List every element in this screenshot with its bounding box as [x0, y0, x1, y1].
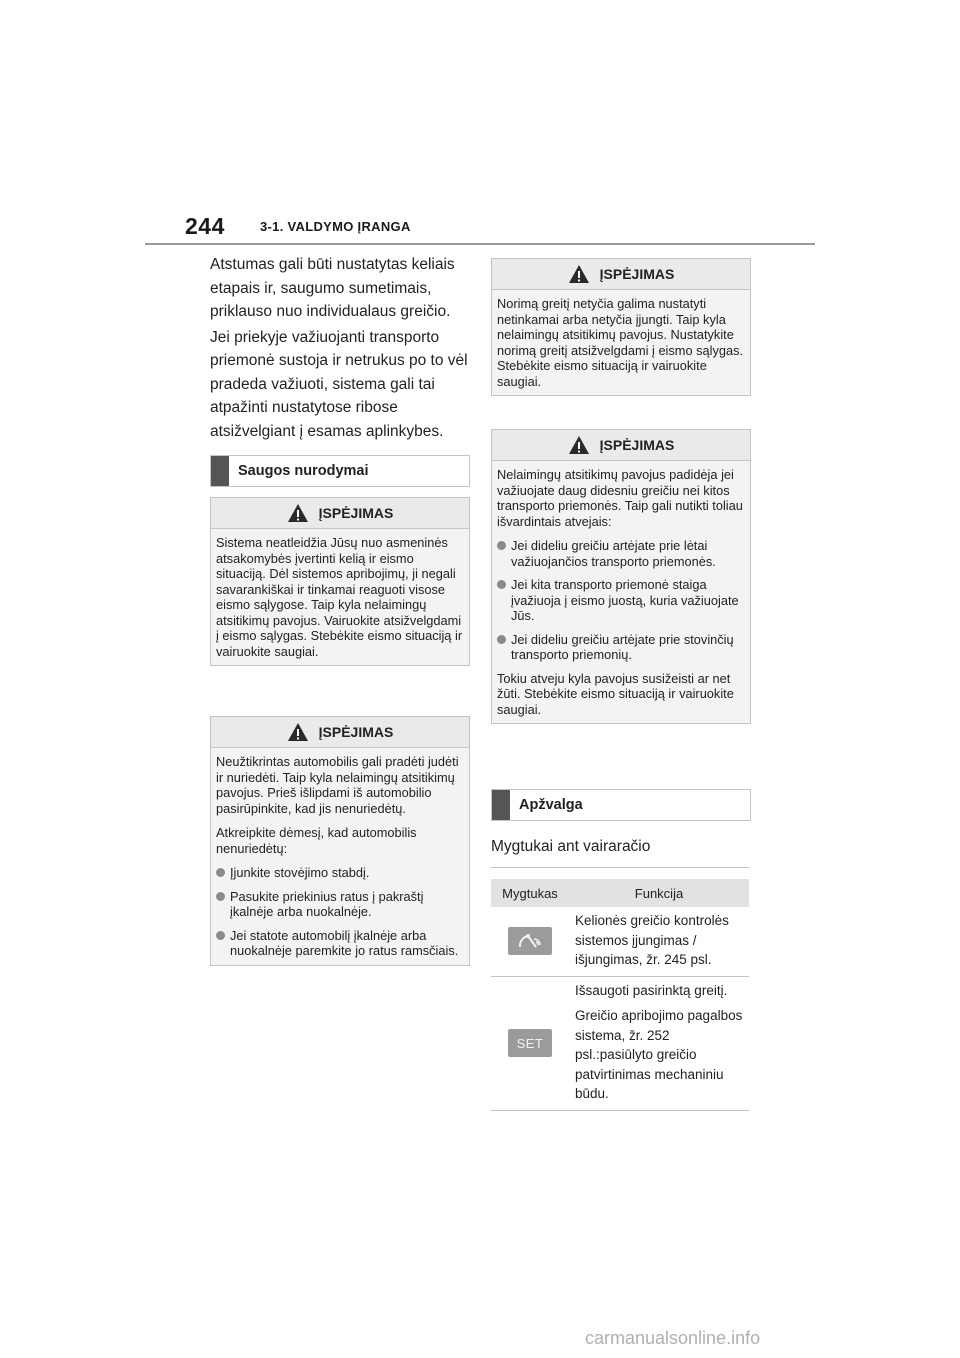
- page-number: 244: [185, 213, 225, 239]
- warning-body: [211, 748, 469, 965]
- warning-body: [492, 290, 750, 395]
- bullet-dot-icon: [497, 635, 506, 644]
- function-cell: [569, 976, 749, 1110]
- table-row: [491, 907, 749, 976]
- warning-text: Norimą greitį netyčia galima nustatyti netinkamai arba netyčia įjungti. Taip kyla nelaimingų atsitikimų pavojus. Nustatykite norimą greitį atsižvelgdami į eismo sąlygas. Stebėkite eismo situaciją ir vairuokite saugiai.: [497, 296, 744, 389]
- list-item: Pasukite priekinius ratus į pakraštį įkalnėje arba nuokalnėje.: [216, 889, 464, 920]
- bullet-dot-icon: [216, 931, 225, 940]
- list-item: Įjunkite stovėjimo stabdį.: [216, 865, 464, 881]
- heading-bar: [492, 790, 510, 820]
- column-header-button: Mygtukas: [491, 879, 569, 907]
- header-divider: [145, 243, 815, 245]
- set-button-icon: SET: [508, 1029, 552, 1057]
- function-text: Greičio apribojimo pagalbos sistema, žr. 252 psl.:pasiūlyto greičio patvirtinimas mechaniniu būdu.: [575, 1008, 743, 1101]
- button-cell: [491, 976, 569, 1110]
- warning-box-2: [210, 716, 470, 966]
- warning-header: [492, 259, 750, 290]
- warning-body: [211, 529, 469, 665]
- buttons-subheading: Mygtukai ant vairaračio: [491, 838, 749, 868]
- list-item: Jei statote automobilį įkalnėje arba nuokalnėje paremkite jo ratus ramsčiais.: [216, 928, 464, 959]
- overview-heading-label: Apžvalga: [519, 797, 583, 813]
- heading-bar: [211, 456, 229, 486]
- buttons-table: [491, 879, 749, 1111]
- warning-title: ĮSPĖJIMAS: [599, 437, 675, 453]
- function-text: Išsaugoti pasirinktą greitį.: [575, 982, 728, 998]
- warning-title: ĮSPĖJIMAS: [599, 266, 675, 282]
- cruise-control-icon: [508, 927, 552, 955]
- overview-heading: [491, 789, 751, 821]
- warning-text: Sistema neatleidžia Jūsų nuo asmeninės atsakomybės įvertinti kelią ir eismo situaciją. Dėl sistemos apribojimų, ji negali savarankiškai ir tinkamai reaguoti visose eismo sąlygose. Taip kyla nelaimingų atsitikimų pavojus. Vairuokite atsižvelgdami į eismo sąlygas. Stebėkite eismo situaciją ir vairuokite saugiai.: [216, 535, 463, 659]
- warning-body: [492, 461, 750, 723]
- bullet-dot-icon: [497, 580, 506, 589]
- warning-header: [211, 717, 469, 748]
- warning-triangle-icon: [287, 722, 309, 742]
- intro-text: [210, 253, 472, 445]
- warning-header: [492, 430, 750, 461]
- warning-header: [211, 498, 469, 529]
- list-item: Jei dideliu greičiu artėjate prie stovinčių transporto priemonių.: [497, 632, 745, 663]
- warning-box-3: [491, 258, 751, 396]
- warning-title: ĮSPĖJIMAS: [318, 505, 394, 521]
- warning-box-1: [210, 497, 470, 666]
- bullet-dot-icon: [497, 541, 506, 550]
- table-row: [491, 976, 749, 1110]
- warning-text: Nelaimingų atsitikimų pavojus padidėja jei važiuojate daug didesniu greičiu nei kitos transporto priemonės. Taip gali nutikti toliau išvardintais atvejais:: [497, 467, 743, 529]
- warning-triangle-icon: [287, 503, 309, 523]
- warning-text: Tokiu atveju kyla pavojus susižeisti ar net žūti. Stebėkite eismo situaciją ir vairuokite saugiai.: [497, 670, 734, 717]
- warning-triangle-icon: [568, 435, 590, 455]
- warning-title: ĮSPĖJIMAS: [318, 724, 394, 740]
- intro-paragraph-2: Jei priekyje važiuojanti transporto priemonė sustoja ir netrukus po to vėl pradeda važiuoti, sistema gali tai atpažinti nustatytose ribose atsižvelgiant į esamas aplinkybes.: [210, 328, 468, 440]
- intro-paragraph-1: Atstumas gali būti nustatytas keliais etapais ir, saugumo sumetimais, priklauso nuo individualaus greičio.: [210, 256, 455, 320]
- bullet-dot-icon: [216, 892, 225, 901]
- function-text: Kelionės greičio kontrolės sistemos įjungimas / išjungimas, žr. 245 psl.: [575, 913, 729, 967]
- function-cell: [569, 907, 749, 976]
- warning-text: Neužtikrintas automobilis gali pradėti judėti ir nuriedėti. Taip kyla nelaimingų atsitikimų pavojus. Prieš išlipdami iš automobilio pasirūpinkite, kad jis nenuriedėtų.: [216, 754, 459, 816]
- watermark: carmanualsonline.info: [585, 1328, 761, 1348]
- safety-heading-label: Saugos nurodymai: [238, 463, 369, 479]
- button-cell: [491, 907, 569, 976]
- table-header-row: [491, 879, 749, 907]
- warning-box-4: [491, 429, 751, 724]
- warning-text: Atkreipkite dėmesį, kad automobilis nenuriedėtų:: [216, 825, 417, 856]
- list-item: Jei dideliu greičiu artėjate prie lėtai važiuojančios transporto priemonės.: [497, 538, 745, 569]
- section-title: 3-1. VALDYMO ĮRANGA: [260, 219, 411, 234]
- column-header-function: Funkcija: [569, 879, 749, 907]
- warning-triangle-icon: [568, 264, 590, 284]
- safety-heading: [210, 455, 470, 487]
- bullet-dot-icon: [216, 868, 225, 877]
- list-item: Jei kita transporto priemonė staiga įvažiuoja į eismo juostą, kuria važiuojate Jūs.: [497, 577, 745, 624]
